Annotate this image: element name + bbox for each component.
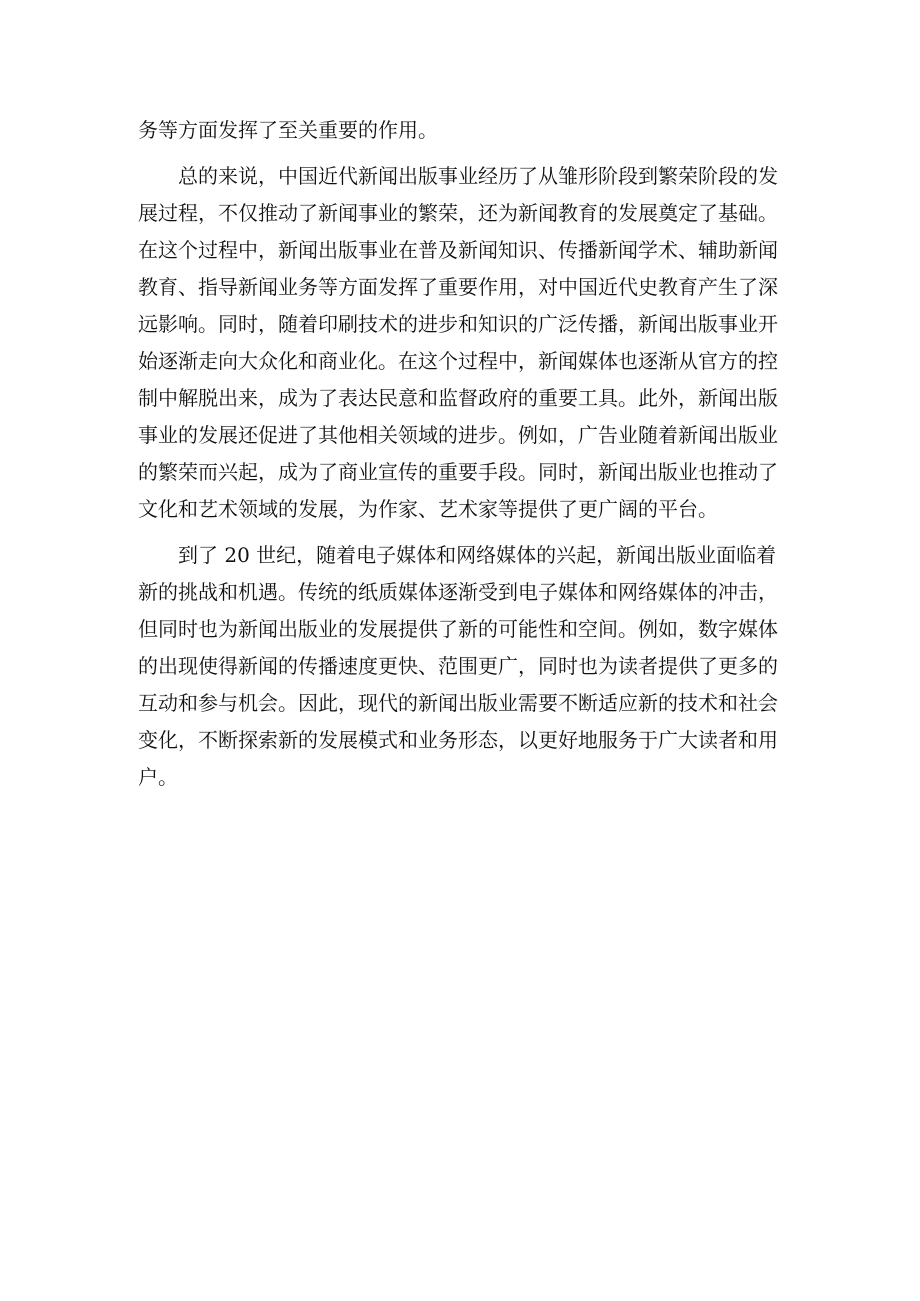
text-line: 在这个过程中，新闻出版事业在普及新闻知识、传播新闻学术、辅助新闻 bbox=[138, 238, 778, 262]
text-line: 展过程，不仅推动了新闻事业的繁荣，还为新闻教育的发展奠定了基础。 bbox=[138, 201, 778, 225]
text-line: 互动和参与机会。因此，现代的新闻出版业需要不断适应新的技术和社会 bbox=[138, 691, 778, 715]
text-line: 教育、指导新闻业务等方面发挥了重要作用，对中国近代史教育产生了深 bbox=[138, 275, 778, 299]
text-line: 总的来说，中国近代新闻出版事业经历了从雏形阶段到繁荣阶段的发 bbox=[138, 164, 778, 188]
paragraph bbox=[138, 537, 793, 796]
text-line: 事业的发展还促进了其他相关领域的进步。例如，广告业随着新闻出版业 bbox=[138, 423, 778, 447]
text-line: 的繁荣而兴起，成为了商业宣传的重要手段。同时，新闻出版业也推动了 bbox=[138, 460, 778, 484]
text-line: 新的挑战和机遇。传统的纸质媒体逐渐受到电子媒体和网络媒体的冲击， bbox=[138, 580, 778, 604]
text-line: 到了 20 世纪，随着电子媒体和网络媒体的兴起，新闻出版业面临着 bbox=[138, 543, 777, 567]
document-body bbox=[138, 112, 793, 796]
text-line: 文化和艺术领域的发展，为作家、艺术家等提供了更广阔的平台。 bbox=[138, 497, 718, 521]
text-line: 变化，不断探索新的发展模式和业务形态，以更好地服务于广大读者和用 bbox=[138, 728, 778, 752]
text-line: 户。 bbox=[138, 765, 178, 789]
text-line: 远影响。同时，随着印刷技术的进步和知识的广泛传播，新闻出版事业开 bbox=[138, 312, 778, 336]
paragraph bbox=[138, 112, 793, 149]
text-line: 始逐渐走向大众化和商业化。在这个过程中，新闻媒体也逐渐从官方的控 bbox=[138, 349, 778, 373]
text-line: 的出现使得新闻的传播速度更快、范围更广，同时也为读者提供了更多的 bbox=[138, 654, 778, 678]
paragraph bbox=[138, 158, 793, 528]
text-line: 务等方面发挥了至关重要的作用。 bbox=[138, 118, 438, 142]
text-line: 制中解脱出来，成为了表达民意和监督政府的重要工具。此外，新闻出版 bbox=[138, 386, 778, 410]
text-line: 但同时也为新闻出版业的发展提供了新的可能性和空间。例如，数字媒体 bbox=[138, 617, 778, 641]
